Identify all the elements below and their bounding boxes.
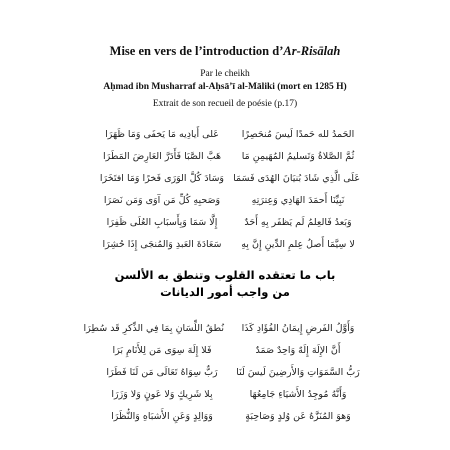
verse-line — [100, 212, 360, 232]
author-line: Aḥmad ibn Musharraf al-Aḥsā’ī al-Māliki (mort en 1285 H) — [103, 82, 347, 92]
verse-line — [100, 190, 360, 210]
verse-line — [100, 168, 360, 188]
hemistich-right: لا سِيَّمَا أَصلُ عِلمِ الدِّينِ إِنَّ بِهِ — [241, 238, 355, 250]
hemistich-right: وَأَنَّهُ مُوجِدُ الأَشيَاءِ جَامِعُهَا — [249, 388, 347, 400]
hemistich-left: رَبٌّ سِوَاهُ تَعَالَى مَن لَنَا فَطَرَا — [106, 366, 218, 378]
title-prefix: Mise en vers de l’introduction d’ — [109, 44, 284, 58]
verse-line — [100, 384, 360, 404]
hemistich-right: نَبِيِّنَا أَحمَدَ الهَادِي وَعِترَتِهِ — [251, 194, 345, 206]
verse-line — [100, 234, 360, 254]
hemistich-right: وَأَوَّلُ الفَرضِ إِيمَانُ الفُؤَادِ كَذَا — [241, 322, 355, 334]
verse-line — [100, 146, 360, 166]
title-work: Ar-Risālah — [283, 44, 341, 58]
verse-line — [83, 318, 360, 338]
hemistich-left: عَلى أَيادِيه مَا يَخفَى وَمَا ظَهَرَا — [105, 128, 219, 140]
hemistich-left: سَعَادَةَ العَبدِ وَالمُنجَى إِذَا حُشِرَا — [102, 238, 222, 250]
hemistich-right: وَبَعدُ فَالعِلمُ لَم يَظفَر بِهِ أَحَدٌ — [244, 216, 352, 228]
chapter-heading-line-1: باب ما تعتقده القلوب وتنطق به الألسن — [114, 268, 336, 282]
hemistich-right: وَهوَ المُنَزَّهُ عَن وُلدٍ وَصَاحِبَةٍ — [245, 410, 351, 422]
hemistich-right: أَنَّ الإِلَهَ إِلَهٌ وَاحِدٌ صَمَدٌ — [255, 344, 341, 356]
hemistich-left: فَلا إِلَهَ سِوَى مَن لِلأَنَامِ بَرَا — [112, 344, 212, 356]
hemistich-right: ثُمَّ الصَّلاةُ وَتَسليمُ المُهَيمِنِ مَا — [241, 150, 355, 162]
chapter-heading-line-2: من واجب أمور الديانات — [160, 285, 290, 299]
source-line: Extrait de son recueil de poésie (p.17) — [152, 99, 298, 109]
verse-line — [100, 362, 360, 382]
hemistich-left: هَبَّ الصَّبَا فَأَدَرَّ العَارِضَ المَطَرَا — [103, 150, 221, 162]
hemistich-left: بِلا شَرِيكٍ وَلا عَونٍ وَلا وَزَرَا — [111, 388, 213, 400]
hemistich-left: إِلَّا سَمَا وَبِأَسبَابِ العُلَى ظَفِرَا — [106, 216, 218, 228]
verse-line — [100, 406, 360, 426]
page-title — [0, 44, 450, 59]
verse-line — [100, 340, 360, 360]
hemistich-right: عَلَى الَّذِي شَادَ بُنيَانَ الهُدَى فَسَمَا — [233, 172, 360, 184]
hemistich-left: وَسَادَ كُلَّ الوَرَى فَخرًا وَمَا افتَخَرَا — [99, 172, 224, 184]
hemistich-right: رَبُّ السَّمَوَاتِ وَالأَرضِينَ لَيسَ لَنَا — [236, 366, 360, 378]
hemistich-right: الحَمدُ لله حَمدًا لَيسَ مُنحَصِرًا — [241, 128, 355, 140]
hemistich-left: وَوَالِدٍ وَعَنِ الأَشبَاهِ وَالنُّظَرَا — [111, 410, 213, 422]
verse-line — [100, 124, 360, 144]
by-line: Par le cheikh — [200, 69, 250, 79]
hemistich-left: نُطقُ اللِّسَانِ بِمَا فِي الذِّكرِ قَد سُطِرَا — [83, 322, 224, 334]
hemistich-left: وَصَحبِهِ كُلِّ مَن آوَى وَمَن نَصَرَا — [103, 194, 221, 206]
